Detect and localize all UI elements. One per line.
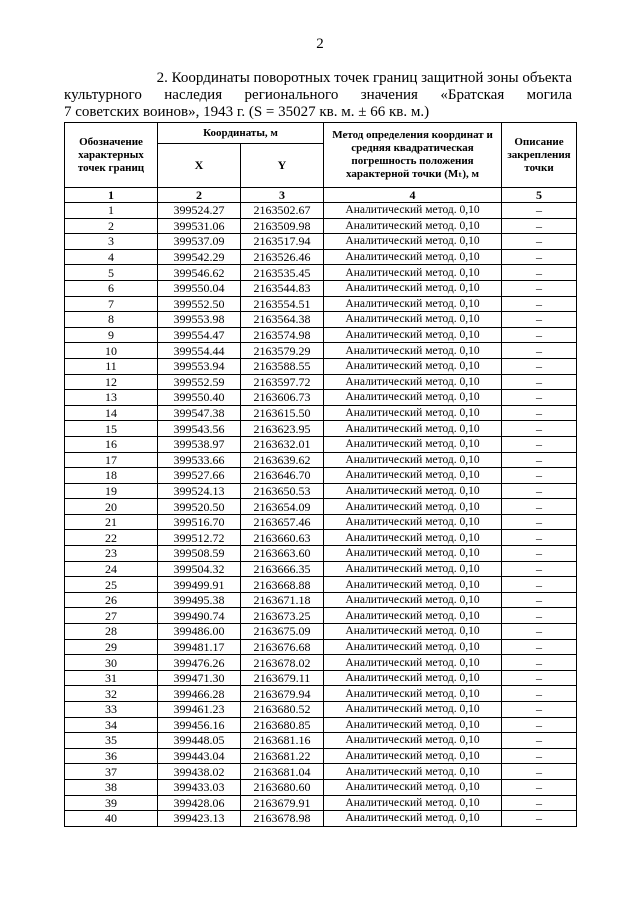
method-cell: Аналитический метод. 0,10 bbox=[324, 390, 502, 406]
coordinate-x: 399524.13 bbox=[158, 483, 241, 499]
coordinate-x: 399550.40 bbox=[158, 390, 241, 406]
table-row bbox=[65, 670, 577, 686]
method-cell: Аналитический метод. 0,10 bbox=[324, 530, 502, 546]
header-y: Y bbox=[241, 144, 324, 188]
coordinate-x: 399471.30 bbox=[158, 670, 241, 686]
method-cell: Аналитический метод. 0,10 bbox=[324, 265, 502, 281]
description-cell: – bbox=[502, 624, 577, 640]
point-number: 25 bbox=[65, 577, 158, 593]
coordinate-x: 399543.56 bbox=[158, 421, 241, 437]
method-cell: Аналитический метод. 0,10 bbox=[324, 327, 502, 343]
point-number: 35 bbox=[65, 733, 158, 749]
coordinate-x: 399527.66 bbox=[158, 468, 241, 484]
coordinate-y: 2163606.73 bbox=[241, 390, 324, 406]
description-cell: – bbox=[502, 452, 577, 468]
coordinate-x: 399466.28 bbox=[158, 686, 241, 702]
coordinate-x: 399547.38 bbox=[158, 405, 241, 421]
coordinate-x: 399538.97 bbox=[158, 436, 241, 452]
method-cell: Аналитический метод. 0,10 bbox=[324, 624, 502, 640]
coordinate-x: 399428.06 bbox=[158, 795, 241, 811]
coordinate-y: 2163654.09 bbox=[241, 499, 324, 515]
table-row bbox=[65, 702, 577, 718]
point-number: 16 bbox=[65, 436, 158, 452]
coordinate-x: 399531.06 bbox=[158, 218, 241, 234]
coordinate-x: 399438.02 bbox=[158, 764, 241, 780]
coordinate-y: 2163660.63 bbox=[241, 530, 324, 546]
point-number: 6 bbox=[65, 280, 158, 296]
description-cell: – bbox=[502, 779, 577, 795]
description-cell: – bbox=[502, 203, 577, 219]
table-row bbox=[65, 577, 577, 593]
point-number: 27 bbox=[65, 608, 158, 624]
point-number: 12 bbox=[65, 374, 158, 390]
coordinate-y: 2163623.95 bbox=[241, 421, 324, 437]
description-cell: – bbox=[502, 327, 577, 343]
column-number: 5 bbox=[502, 188, 577, 203]
table-row bbox=[65, 452, 577, 468]
description-cell: – bbox=[502, 717, 577, 733]
coordinate-x: 399542.29 bbox=[158, 249, 241, 265]
table-row bbox=[65, 748, 577, 764]
coordinate-x: 399481.17 bbox=[158, 639, 241, 655]
method-cell: Аналитический метод. 0,10 bbox=[324, 203, 502, 219]
description-cell: – bbox=[502, 639, 577, 655]
coordinate-y: 2163681.22 bbox=[241, 748, 324, 764]
header-description: Описание закрепления точки bbox=[502, 123, 577, 188]
table-row bbox=[65, 312, 577, 328]
method-cell: Аналитический метод. 0,10 bbox=[324, 592, 502, 608]
point-number: 40 bbox=[65, 811, 158, 827]
method-cell: Аналитический метод. 0,10 bbox=[324, 608, 502, 624]
table-row bbox=[65, 203, 577, 219]
table-row bbox=[65, 436, 577, 452]
heading-line-2: культурного наследия регионального значения «Братская могила bbox=[64, 87, 572, 103]
method-cell: Аналитический метод. 0,10 bbox=[324, 234, 502, 250]
coordinate-y: 2163679.94 bbox=[241, 686, 324, 702]
method-cell: Аналитический метод. 0,10 bbox=[324, 218, 502, 234]
point-number: 21 bbox=[65, 514, 158, 530]
column-number: 2 bbox=[158, 188, 241, 203]
description-cell: – bbox=[502, 374, 577, 390]
coordinate-x: 399533.66 bbox=[158, 452, 241, 468]
coordinate-x: 399554.47 bbox=[158, 327, 241, 343]
table-row bbox=[65, 561, 577, 577]
header-coordinates: Координаты, м bbox=[158, 123, 324, 144]
method-cell: Аналитический метод. 0,10 bbox=[324, 452, 502, 468]
coordinate-y: 2163632.01 bbox=[241, 436, 324, 452]
coordinate-y: 2163680.60 bbox=[241, 779, 324, 795]
description-cell: – bbox=[502, 795, 577, 811]
description-cell: – bbox=[502, 390, 577, 406]
coordinate-x: 399524.27 bbox=[158, 203, 241, 219]
description-cell: – bbox=[502, 670, 577, 686]
point-number: 26 bbox=[65, 592, 158, 608]
table-row bbox=[65, 639, 577, 655]
heading-line-3: 7 советских воинов», 1943 г. (S = 35027 кв. м. ± 66 кв. м.) bbox=[64, 104, 430, 120]
point-number: 38 bbox=[65, 779, 158, 795]
point-number: 22 bbox=[65, 530, 158, 546]
table-row bbox=[65, 764, 577, 780]
description-cell: – bbox=[502, 483, 577, 499]
point-number: 37 bbox=[65, 764, 158, 780]
method-cell: Аналитический метод. 0,10 bbox=[324, 795, 502, 811]
description-cell: – bbox=[502, 655, 577, 671]
method-cell: Аналитический метод. 0,10 bbox=[324, 499, 502, 515]
coordinate-y: 2163676.68 bbox=[241, 639, 324, 655]
point-number: 18 bbox=[65, 468, 158, 484]
table-row bbox=[65, 249, 577, 265]
coordinate-x: 399546.62 bbox=[158, 265, 241, 281]
coordinate-y: 2163554.51 bbox=[241, 296, 324, 312]
description-cell: – bbox=[502, 280, 577, 296]
point-number: 7 bbox=[65, 296, 158, 312]
description-cell: – bbox=[502, 499, 577, 515]
coordinate-y: 2163502.67 bbox=[241, 203, 324, 219]
description-cell: – bbox=[502, 577, 577, 593]
method-cell: Аналитический метод. 0,10 bbox=[324, 421, 502, 437]
description-cell: – bbox=[502, 530, 577, 546]
coordinate-x: 399423.13 bbox=[158, 811, 241, 827]
coordinate-x: 399456.16 bbox=[158, 717, 241, 733]
section-heading bbox=[64, 70, 572, 121]
coordinate-y: 2163673.25 bbox=[241, 608, 324, 624]
table-row bbox=[65, 795, 577, 811]
coordinate-x: 399495.38 bbox=[158, 592, 241, 608]
table-row bbox=[65, 733, 577, 749]
coordinate-y: 2163588.55 bbox=[241, 358, 324, 374]
method-cell: Аналитический метод. 0,10 bbox=[324, 514, 502, 530]
method-cell: Аналитический метод. 0,10 bbox=[324, 686, 502, 702]
table-row bbox=[65, 390, 577, 406]
coordinate-y: 2163526.46 bbox=[241, 249, 324, 265]
header-method: Метод определения координат и средняя квадратическая погрешность положения характерной точки (Mₜ), м bbox=[324, 123, 502, 188]
coordinate-x: 399499.91 bbox=[158, 577, 241, 593]
point-number: 19 bbox=[65, 483, 158, 499]
table-row bbox=[65, 296, 577, 312]
point-number: 32 bbox=[65, 686, 158, 702]
table-row bbox=[65, 592, 577, 608]
point-number: 28 bbox=[65, 624, 158, 640]
description-cell: – bbox=[502, 249, 577, 265]
point-number: 36 bbox=[65, 748, 158, 764]
description-cell: – bbox=[502, 405, 577, 421]
point-number: 11 bbox=[65, 358, 158, 374]
coordinate-x: 399490.74 bbox=[158, 608, 241, 624]
coordinate-y: 2163679.11 bbox=[241, 670, 324, 686]
method-cell: Аналитический метод. 0,10 bbox=[324, 779, 502, 795]
coordinate-y: 2163671.18 bbox=[241, 592, 324, 608]
coordinate-y: 2163535.45 bbox=[241, 265, 324, 281]
method-cell: Аналитический метод. 0,10 bbox=[324, 280, 502, 296]
method-cell: Аналитический метод. 0,10 bbox=[324, 296, 502, 312]
method-cell: Аналитический метод. 0,10 bbox=[324, 358, 502, 374]
table-row bbox=[65, 608, 577, 624]
page-number: 2 bbox=[316, 36, 324, 52]
coordinate-y: 2163663.60 bbox=[241, 546, 324, 562]
method-cell: Аналитический метод. 0,10 bbox=[324, 733, 502, 749]
method-cell: Аналитический метод. 0,10 bbox=[324, 577, 502, 593]
table-row bbox=[65, 779, 577, 795]
coordinate-y: 2163544.83 bbox=[241, 280, 324, 296]
point-number: 30 bbox=[65, 655, 158, 671]
coordinate-x: 399433.03 bbox=[158, 779, 241, 795]
point-number: 39 bbox=[65, 795, 158, 811]
coordinate-y: 2163517.94 bbox=[241, 234, 324, 250]
coordinate-y: 2163668.88 bbox=[241, 577, 324, 593]
coordinate-x: 399552.50 bbox=[158, 296, 241, 312]
coordinate-y: 2163650.53 bbox=[241, 483, 324, 499]
point-number: 2 bbox=[65, 218, 158, 234]
point-number: 3 bbox=[65, 234, 158, 250]
method-cell: Аналитический метод. 0,10 bbox=[324, 764, 502, 780]
description-cell: – bbox=[502, 592, 577, 608]
table-row bbox=[65, 624, 577, 640]
point-number: 14 bbox=[65, 405, 158, 421]
description-cell: – bbox=[502, 436, 577, 452]
coordinate-y: 2163680.52 bbox=[241, 702, 324, 718]
description-cell: – bbox=[502, 811, 577, 827]
table-row bbox=[65, 468, 577, 484]
description-cell: – bbox=[502, 234, 577, 250]
coordinate-y: 2163509.98 bbox=[241, 218, 324, 234]
method-cell: Аналитический метод. 0,10 bbox=[324, 702, 502, 718]
column-number: 4 bbox=[324, 188, 502, 203]
point-number: 10 bbox=[65, 343, 158, 359]
point-number: 4 bbox=[65, 249, 158, 265]
coordinate-x: 399552.59 bbox=[158, 374, 241, 390]
method-cell: Аналитический метод. 0,10 bbox=[324, 483, 502, 499]
description-cell: – bbox=[502, 733, 577, 749]
coordinate-y: 2163646.70 bbox=[241, 468, 324, 484]
table-row bbox=[65, 421, 577, 437]
column-number: 1 bbox=[65, 188, 158, 203]
point-number: 8 bbox=[65, 312, 158, 328]
coordinate-x: 399553.98 bbox=[158, 312, 241, 328]
table-row bbox=[65, 374, 577, 390]
point-number: 23 bbox=[65, 546, 158, 562]
method-cell: Аналитический метод. 0,10 bbox=[324, 374, 502, 390]
description-cell: – bbox=[502, 608, 577, 624]
table-row bbox=[65, 717, 577, 733]
description-cell: – bbox=[502, 358, 577, 374]
coordinate-x: 399537.09 bbox=[158, 234, 241, 250]
description-cell: – bbox=[502, 296, 577, 312]
description-cell: – bbox=[502, 265, 577, 281]
description-cell: – bbox=[502, 468, 577, 484]
header-x: X bbox=[158, 144, 241, 188]
coordinate-y: 2163564.38 bbox=[241, 312, 324, 328]
column-number: 3 bbox=[241, 188, 324, 203]
point-number: 24 bbox=[65, 561, 158, 577]
coordinate-y: 2163681.16 bbox=[241, 733, 324, 749]
description-cell: – bbox=[502, 514, 577, 530]
method-cell: Аналитический метод. 0,10 bbox=[324, 468, 502, 484]
table-row bbox=[65, 686, 577, 702]
coordinate-y: 2163597.72 bbox=[241, 374, 324, 390]
method-cell: Аналитический метод. 0,10 bbox=[324, 312, 502, 328]
table-row bbox=[65, 546, 577, 562]
coordinate-x: 399504.32 bbox=[158, 561, 241, 577]
table-row bbox=[65, 530, 577, 546]
table-row bbox=[65, 234, 577, 250]
point-number: 5 bbox=[65, 265, 158, 281]
coordinate-x: 399476.26 bbox=[158, 655, 241, 671]
description-cell: – bbox=[502, 702, 577, 718]
coordinate-x: 399443.04 bbox=[158, 748, 241, 764]
coordinate-y: 2163657.46 bbox=[241, 514, 324, 530]
coordinates-table bbox=[64, 122, 577, 827]
description-cell: – bbox=[502, 343, 577, 359]
description-cell: – bbox=[502, 764, 577, 780]
method-cell: Аналитический метод. 0,10 bbox=[324, 748, 502, 764]
point-number: 9 bbox=[65, 327, 158, 343]
coordinate-x: 399486.00 bbox=[158, 624, 241, 640]
coordinate-x: 399512.72 bbox=[158, 530, 241, 546]
point-number: 13 bbox=[65, 390, 158, 406]
description-cell: – bbox=[502, 218, 577, 234]
method-cell: Аналитический метод. 0,10 bbox=[324, 436, 502, 452]
method-cell: Аналитический метод. 0,10 bbox=[324, 811, 502, 827]
method-cell: Аналитический метод. 0,10 bbox=[324, 655, 502, 671]
coordinate-y: 2163681.04 bbox=[241, 764, 324, 780]
table-row bbox=[65, 327, 577, 343]
point-number: 17 bbox=[65, 452, 158, 468]
method-cell: Аналитический метод. 0,10 bbox=[324, 670, 502, 686]
point-number: 15 bbox=[65, 421, 158, 437]
table-row bbox=[65, 265, 577, 281]
coordinate-y: 2163666.35 bbox=[241, 561, 324, 577]
description-cell: – bbox=[502, 748, 577, 764]
description-cell: – bbox=[502, 312, 577, 328]
coordinate-y: 2163678.02 bbox=[241, 655, 324, 671]
point-number: 20 bbox=[65, 499, 158, 515]
method-cell: Аналитический метод. 0,10 bbox=[324, 546, 502, 562]
description-cell: – bbox=[502, 546, 577, 562]
coordinate-x: 399550.04 bbox=[158, 280, 241, 296]
description-cell: – bbox=[502, 421, 577, 437]
table-row bbox=[65, 405, 577, 421]
header-point-designation: Обозначение характерных точек границ bbox=[65, 123, 158, 188]
point-number: 31 bbox=[65, 670, 158, 686]
coordinate-x: 399461.23 bbox=[158, 702, 241, 718]
coordinate-x: 399516.70 bbox=[158, 514, 241, 530]
coordinate-y: 2163574.98 bbox=[241, 327, 324, 343]
method-cell: Аналитический метод. 0,10 bbox=[324, 405, 502, 421]
method-cell: Аналитический метод. 0,10 bbox=[324, 249, 502, 265]
method-cell: Аналитический метод. 0,10 bbox=[324, 561, 502, 577]
point-number: 34 bbox=[65, 717, 158, 733]
method-cell: Аналитический метод. 0,10 bbox=[324, 639, 502, 655]
table-row bbox=[65, 499, 577, 515]
coordinate-y: 2163639.62 bbox=[241, 452, 324, 468]
coordinate-y: 2163678.98 bbox=[241, 811, 324, 827]
coordinate-y: 2163615.50 bbox=[241, 405, 324, 421]
table-row bbox=[65, 514, 577, 530]
point-number: 29 bbox=[65, 639, 158, 655]
point-number: 1 bbox=[65, 203, 158, 219]
coordinate-x: 399520.50 bbox=[158, 499, 241, 515]
coordinate-x: 399554.44 bbox=[158, 343, 241, 359]
table-row bbox=[65, 483, 577, 499]
method-cell: Аналитический метод. 0,10 bbox=[324, 717, 502, 733]
coordinate-y: 2163679.91 bbox=[241, 795, 324, 811]
description-cell: – bbox=[502, 561, 577, 577]
coordinate-y: 2163680.85 bbox=[241, 717, 324, 733]
point-number: 33 bbox=[65, 702, 158, 718]
coordinate-x: 399508.59 bbox=[158, 546, 241, 562]
heading-line-1: 2. Координаты поворотных точек границ защитной зоны объекта bbox=[156, 70, 572, 86]
coordinate-x: 399553.94 bbox=[158, 358, 241, 374]
coordinate-y: 2163579.29 bbox=[241, 343, 324, 359]
table-row bbox=[65, 358, 577, 374]
table-row bbox=[65, 218, 577, 234]
method-cell: Аналитический метод. 0,10 bbox=[324, 343, 502, 359]
description-cell: – bbox=[502, 686, 577, 702]
table-row bbox=[65, 280, 577, 296]
table-row bbox=[65, 811, 577, 827]
table-row bbox=[65, 655, 577, 671]
coordinate-y: 2163675.09 bbox=[241, 624, 324, 640]
coordinate-x: 399448.05 bbox=[158, 733, 241, 749]
table-row bbox=[65, 343, 577, 359]
